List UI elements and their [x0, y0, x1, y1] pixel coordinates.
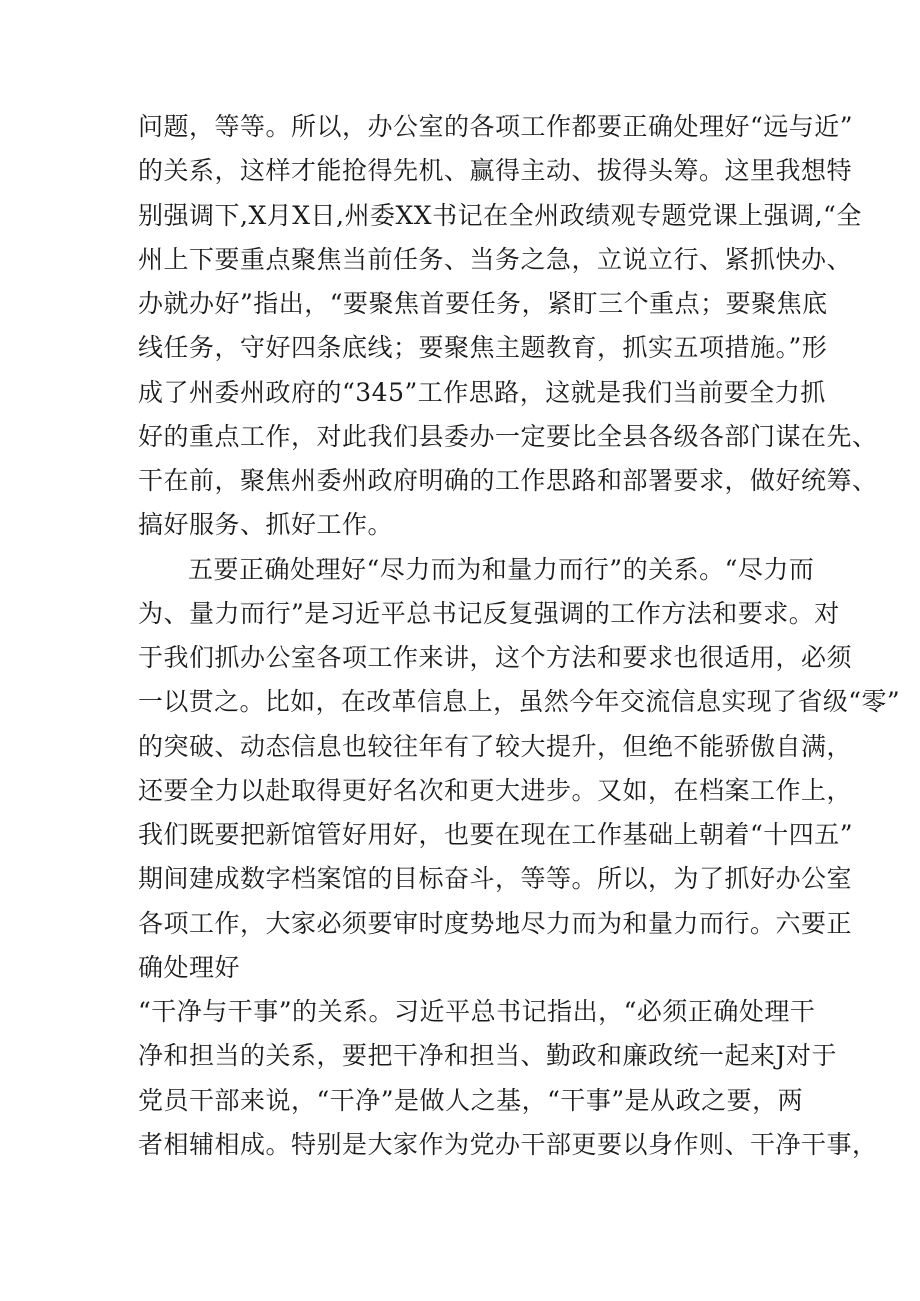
text-line: 期间建成数字档案馆的目标奋斗，等等。所以，为了抓好办公室: [138, 864, 853, 893]
text-line: 成了州委州政府的“345”工作思路，这就是我们当前要全力抓: [138, 378, 826, 407]
text-line: 的突破、动态信息也较往年有了较大提升，但绝不能骄傲自满，: [138, 732, 853, 761]
text-line: 别强调下,X月X日,州委XX书记在全州政绩观专题党课上强调,“全: [138, 201, 862, 230]
text-line: 州上下要重点聚焦当前任务、当务之急，立说立行、紧抓快办、: [138, 245, 853, 274]
text-line: 办就办好”指出，“要聚焦首要任务，紧盯三个重点；要聚焦底: [138, 289, 828, 318]
text-line: 为、量力而行”是习近平总书记反复强调的工作方法和要求。对: [138, 599, 840, 628]
text-line: 的关系，这样才能抢得先机、赢得主动、拔得头筹。这里我想特: [138, 156, 853, 185]
text-line: 确处理好: [138, 953, 241, 982]
text-line: “干净与干事”的关系。习近平总书记指出，“必须正确处理干: [138, 997, 816, 1026]
text-line: 干在前，聚焦州委州政府明确的工作思路和部署要求，做好统筹、: [138, 466, 878, 495]
text-line: 问题，等等。所以，办公室的各项工作都要正确处理好“远与近”: [138, 112, 854, 141]
text-line: 还要全力以赴取得更好名次和更大进步。又如，在档案工作上，: [138, 776, 853, 805]
text-line: 于我们抓办公室各项工作来讲，这个方法和要求也很适用，必须: [138, 643, 853, 672]
text-line: 者相辅相成。特别是大家作为党办干部更要以身作则、干净干事，: [138, 1130, 878, 1159]
text-line: 搞好服务、抓好工作。: [138, 510, 394, 539]
paragraph-start-line: 五要正确处理好“尽力而为和量力而行”的关系。“尽力而: [188, 555, 815, 584]
text-line: 我们既要把新馆管好用好，也要在现在工作基础上朝着“十四五”: [138, 820, 854, 849]
text-line: 线任务，守好四条底线；要聚焦主题教育，抓实五项措施。”形: [138, 333, 828, 362]
text-line: 一以贯之。比如，在改革信息上，虽然今年交流信息实现了省级“零”: [138, 687, 901, 716]
text-line: 好的重点工作，对此我们县委办一定要比全县各级各部门谋在先、: [138, 422, 878, 451]
text-line: 净和担当的关系，要把干净和担当、勤政和廉政统一起来J对于: [138, 1041, 838, 1070]
text-line: 各项工作，大家必须要审时度势地尽力而为和量力而行。六要正: [138, 909, 853, 938]
text-line: 党员干部来说，“干净”是做人之基，“干事”是从政之要，两: [138, 1086, 804, 1115]
